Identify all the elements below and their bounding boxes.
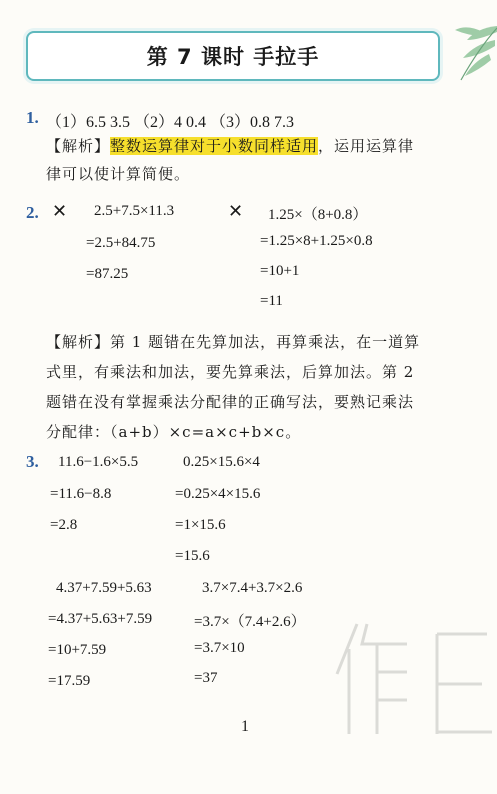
- wrong-mark-icon: ✕: [228, 201, 244, 222]
- q2-left-line-3: =87.25: [86, 266, 129, 282]
- question-3-number: 3.: [26, 452, 39, 471]
- q3-a-line-2: =11.6−8.8: [50, 486, 112, 502]
- q2-left-line-2: =2.5+84.75: [86, 235, 156, 251]
- wrong-mark-icon: ✕: [52, 201, 68, 222]
- q2-analysis-line-2: 式里，有乘法和加法，要先算乘法，后算加法。第 2: [46, 363, 415, 381]
- question-1-analysis: [46, 135, 414, 156]
- q3-c-line-3: =10+7.59: [48, 642, 107, 658]
- q3-d-line-3: =3.7×10: [194, 640, 245, 656]
- q2-left-line-1: 2.5+7.5×11.3: [94, 203, 175, 219]
- q2-right-line-3: =10+1: [260, 263, 300, 279]
- q3-b-line-1: 0.25×15.6×4: [183, 454, 260, 470]
- q3-a-line-1: 11.6−1.6×5.5: [58, 454, 139, 470]
- q3-a-line-3: =2.8: [50, 517, 78, 533]
- q3-b-line-3: =1×15.6: [175, 517, 226, 533]
- analysis-highlight: 整数运算律对于小数同样适用: [110, 137, 319, 155]
- watermark-logo: [327, 614, 497, 744]
- q3-d-line-4: =37: [194, 670, 218, 686]
- page-number: 1: [241, 718, 249, 735]
- question-2-number: 2.: [26, 203, 39, 222]
- q3-d-line-1: 3.7×7.4+3.7×2.6: [202, 580, 303, 596]
- q3-c-line-4: =17.59: [48, 673, 91, 689]
- q2-right-line-4: =11: [260, 293, 283, 309]
- q2-right-line-2: =1.25×8+1.25×0.8: [260, 233, 373, 249]
- q2-analysis-line-4: 分配律：（a+b）×c=a×c+b×c。: [46, 423, 302, 441]
- page-title: 第 7 课时 手拉手: [26, 31, 440, 81]
- q3-b-line-2: =0.25×4×15.6: [175, 486, 261, 502]
- q2-analysis-line-3: 题错在没有掌握乘法分配律的正确写法，要熟记乘法: [46, 393, 415, 411]
- analysis-label: 【解析】: [46, 137, 111, 155]
- q3-c-line-2: =4.37+5.63+7.59: [48, 611, 153, 627]
- question-1-number: 1.: [26, 108, 39, 127]
- q3-d-line-2: =3.7×（7.4+2.6）: [194, 614, 306, 630]
- q3-c-line-1: 4.37+7.59+5.63: [56, 580, 152, 596]
- question-1-analysis-line2: 律可以使计算简便。: [46, 165, 191, 183]
- q3-b-line-4: =15.6: [175, 548, 210, 564]
- q2-analysis-line-1: 【解析】第 1 题错在先算加法，再算乘法，在一道算: [46, 333, 421, 351]
- question-1-answer: （1）6.5 3.5 （2）4 0.4 （3）0.8 7.3: [46, 114, 295, 131]
- q2-right-line-1: 1.25×（8+0.8）: [268, 207, 368, 223]
- analysis-text: ，运用运算律: [318, 137, 415, 155]
